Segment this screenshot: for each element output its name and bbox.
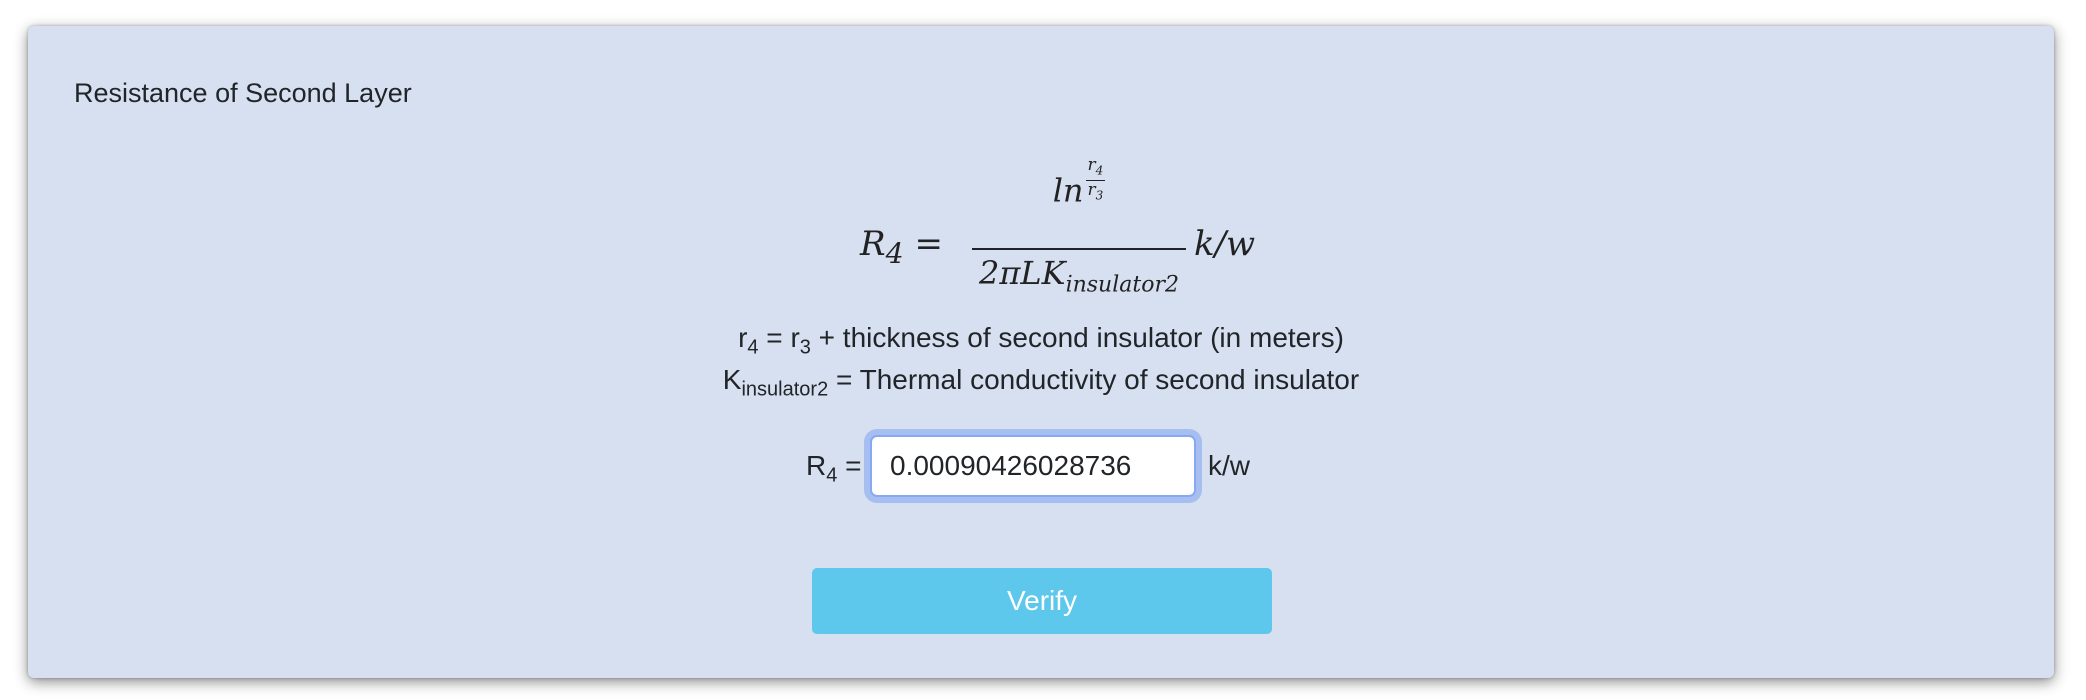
formula-lhs (860, 224, 943, 270)
desc1-subscript: 4 (747, 336, 759, 359)
answer-label-subscript: 4 (826, 464, 838, 487)
r4-answer-input[interactable] (870, 435, 1196, 497)
card-title: Resistance of Second Layer (74, 78, 412, 108)
formula-lhs-symbol: R (860, 224, 886, 264)
desc2-subscript: insulator2 (741, 378, 829, 401)
ratio-top-symbol: r (1087, 155, 1096, 175)
formula-denominator-text: 2πLK (979, 254, 1066, 292)
formula-radius-ratio (1086, 156, 1106, 206)
resistance-card (28, 26, 2054, 678)
desc2-symbol: K (722, 364, 742, 395)
description-k-insulator2 (28, 364, 2054, 402)
desc1-mid: = r (758, 322, 800, 353)
desc1-rest: + thickness of second insulator (in meters) (810, 322, 1344, 353)
formula-fraction (972, 155, 1186, 298)
ratio-top-subscript: 4 (1095, 163, 1104, 178)
desc1-symbol: r (738, 322, 748, 353)
description-r4 (28, 322, 2054, 360)
answer-unit: k/w (1208, 450, 1250, 481)
formula-unit: k/w (1194, 224, 1256, 264)
answer-label (806, 450, 862, 488)
formula-denominator (972, 254, 1186, 297)
formula-ln: ln (1052, 171, 1084, 210)
verify-button[interactable]: Verify (812, 568, 1272, 634)
desc1-subscript2: 3 (799, 336, 811, 359)
desc2-rest: = Thermal conductivity of second insulator (828, 364, 1360, 395)
formula-equals: = (914, 224, 943, 264)
ratio-bottom-subscript: 3 (1095, 188, 1104, 203)
formula-fraction-bar (972, 248, 1186, 250)
formula-denominator-subscript: insulator2 (1065, 272, 1179, 298)
answer-label-equals: = (837, 450, 862, 481)
answer-label-symbol: R (806, 450, 827, 481)
formula-lhs-subscript: 4 (885, 236, 904, 270)
formula-numerator (972, 155, 1186, 218)
ratio-bottom-symbol: r (1087, 180, 1096, 201)
